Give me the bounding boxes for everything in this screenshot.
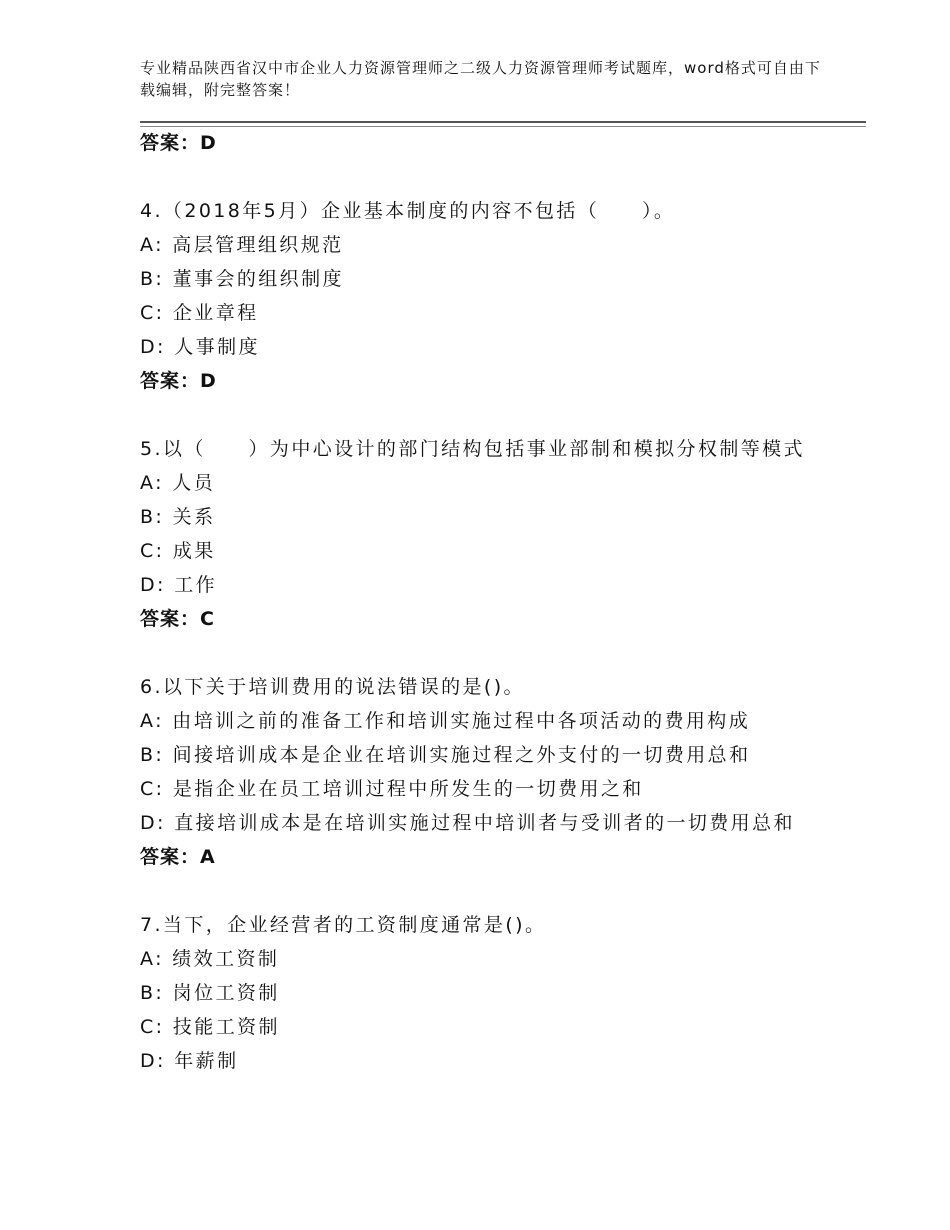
option-a: A: 绩效工资制 [140, 948, 280, 970]
question-text: 7.当下，企业经营者的工资制度通常是()。 [140, 914, 547, 936]
option-d: D: 工作 [140, 574, 218, 596]
answer: 答案：D [140, 370, 217, 392]
answer: 答案：A [140, 846, 216, 868]
option-c: C: 企业章程 [140, 302, 259, 324]
option-c: C: 是指企业在员工培训过程中所发生的一切费用之和 [140, 778, 644, 800]
option-a: A: 由培训之前的准备工作和培训实施过程中各项活动的费用构成 [140, 710, 751, 732]
question-5 [140, 432, 812, 636]
option-b: B: 董事会的组织制度 [140, 268, 344, 290]
option-d: D: 年薪制 [140, 1050, 239, 1072]
option-b: B: 关系 [140, 506, 216, 528]
answer: 答案：C [140, 608, 215, 630]
previous-answer: 答案：D [140, 132, 217, 154]
question-7 [140, 908, 812, 1078]
question-4 [140, 194, 812, 398]
question-6 [140, 670, 812, 874]
option-b: B: 间接培训成本是企业在培训实施过程之外支付的一切费用总和 [140, 744, 751, 766]
question-text: 6.以下关于培训费用的说法错误的是()。 [140, 676, 525, 698]
option-c: C: 成果 [140, 540, 216, 562]
question-list [140, 126, 812, 1078]
option-a: A: 高层管理组织规范 [140, 234, 344, 256]
question-text: 4.（2018年5月）企业基本制度的内容不包括（ ）。 [140, 200, 676, 222]
option-b: B: 岗位工资制 [140, 982, 280, 1004]
question-text: 5.以（ ）为中心设计的部门结构包括事业部制和模拟分权制等模式 [140, 438, 805, 460]
option-d: D: 直接培训成本是在培训实施过程中培训者与受训者的一切费用总和 [140, 812, 795, 834]
document-header: 专业精品陕西省汉中市企业人力资源管理师之二级人力资源管理师考试题库，word格式可自由下载编辑，附完整答案！ [140, 59, 821, 99]
option-a: A: 人员 [140, 472, 216, 494]
option-c: C: 技能工资制 [140, 1016, 280, 1038]
option-d: D: 人事制度 [140, 336, 260, 358]
